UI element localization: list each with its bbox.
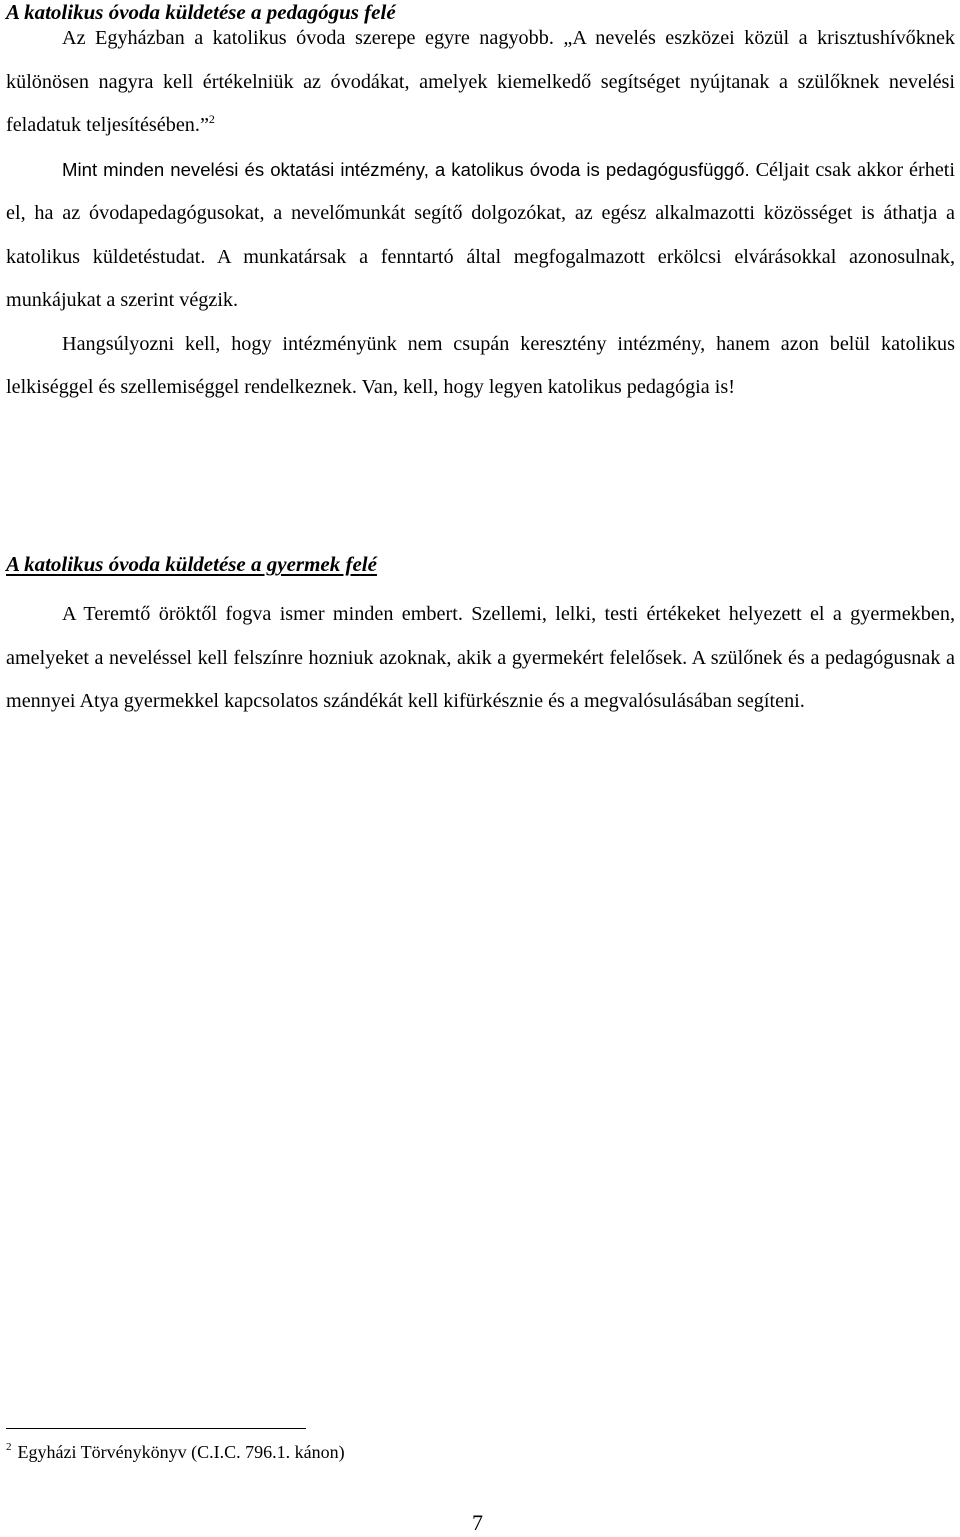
- paragraph-text-emphasis: Hangsúlyozni kell, hogy intézményünk nem csupán keresztény intézmény, hanem azon belül katolikus lelkiséggel és szellemiséggel rendelkeznek. Van, kell, hogy legyen katolikus pedagógia is!: [6, 332, 955, 398]
- paragraph-text-goals: Céljait csak akkor érheti el, ha az óvodapedagógusokat, a nevelőmunkát segítő dolgozókat, az egész alkalmazotti közösséget is áthatja a katolikus küldetéstudat. A munkatársak a fenntartó által megfogalmazott erkölcsi elvárásokkal azonosulnak, munkájukat a szerint végzik.: [6, 158, 955, 311]
- paragraph-pedagogue: [6, 17, 955, 410]
- paragraph-text-pedagogue-dependent: Mint minden nevelési és oktatási intézmény, a katolikus óvoda is pedagógusfüggő.: [62, 158, 750, 180]
- paragraph-text-intro: Az Egyházban a katolikus óvoda szerepe egyre nagyobb. „A nevelés eszközei közül a krisztushívőknek különösen nagyra kell értékelniük az óvodákat, amelyek kiemelkedő segítséget nyújtanak a szülőknek nevelési feladatuk teljesítésében.”: [6, 27, 955, 136]
- footnote-separator: [6, 1428, 306, 1429]
- paragraph-child: [6, 593, 955, 724]
- page-number: 7: [472, 1510, 483, 1535]
- section-heading-pedagogue: A katolikus óvoda küldetése a pedagógus felé: [6, 0, 396, 24]
- footnote-number: 2: [6, 1441, 12, 1453]
- footnote: [6, 1440, 345, 1464]
- footnote-text: Egyházi Törvénykönyv (C.I.C. 796.1. kánon): [17, 1442, 345, 1462]
- section-heading-child: A katolikus óvoda küldetése a gyermek felé: [6, 552, 377, 576]
- footnote-reference: 2: [208, 112, 215, 126]
- paragraph-text-creator: A Teremtő öröktől fogva ismer minden embert. Szellemi, lelki, testi értékeket helyezett el a gyermekben, amelyeket a neveléssel kell felszínre hozniuk azoknak, akik a gyermekért felelősek. A szülőnek és a pedagógusnak a mennyei Atya gyermekkel kapcsolatos szándékát kell kifürkésznie és a megvalósulásában segíteni.: [6, 603, 955, 712]
